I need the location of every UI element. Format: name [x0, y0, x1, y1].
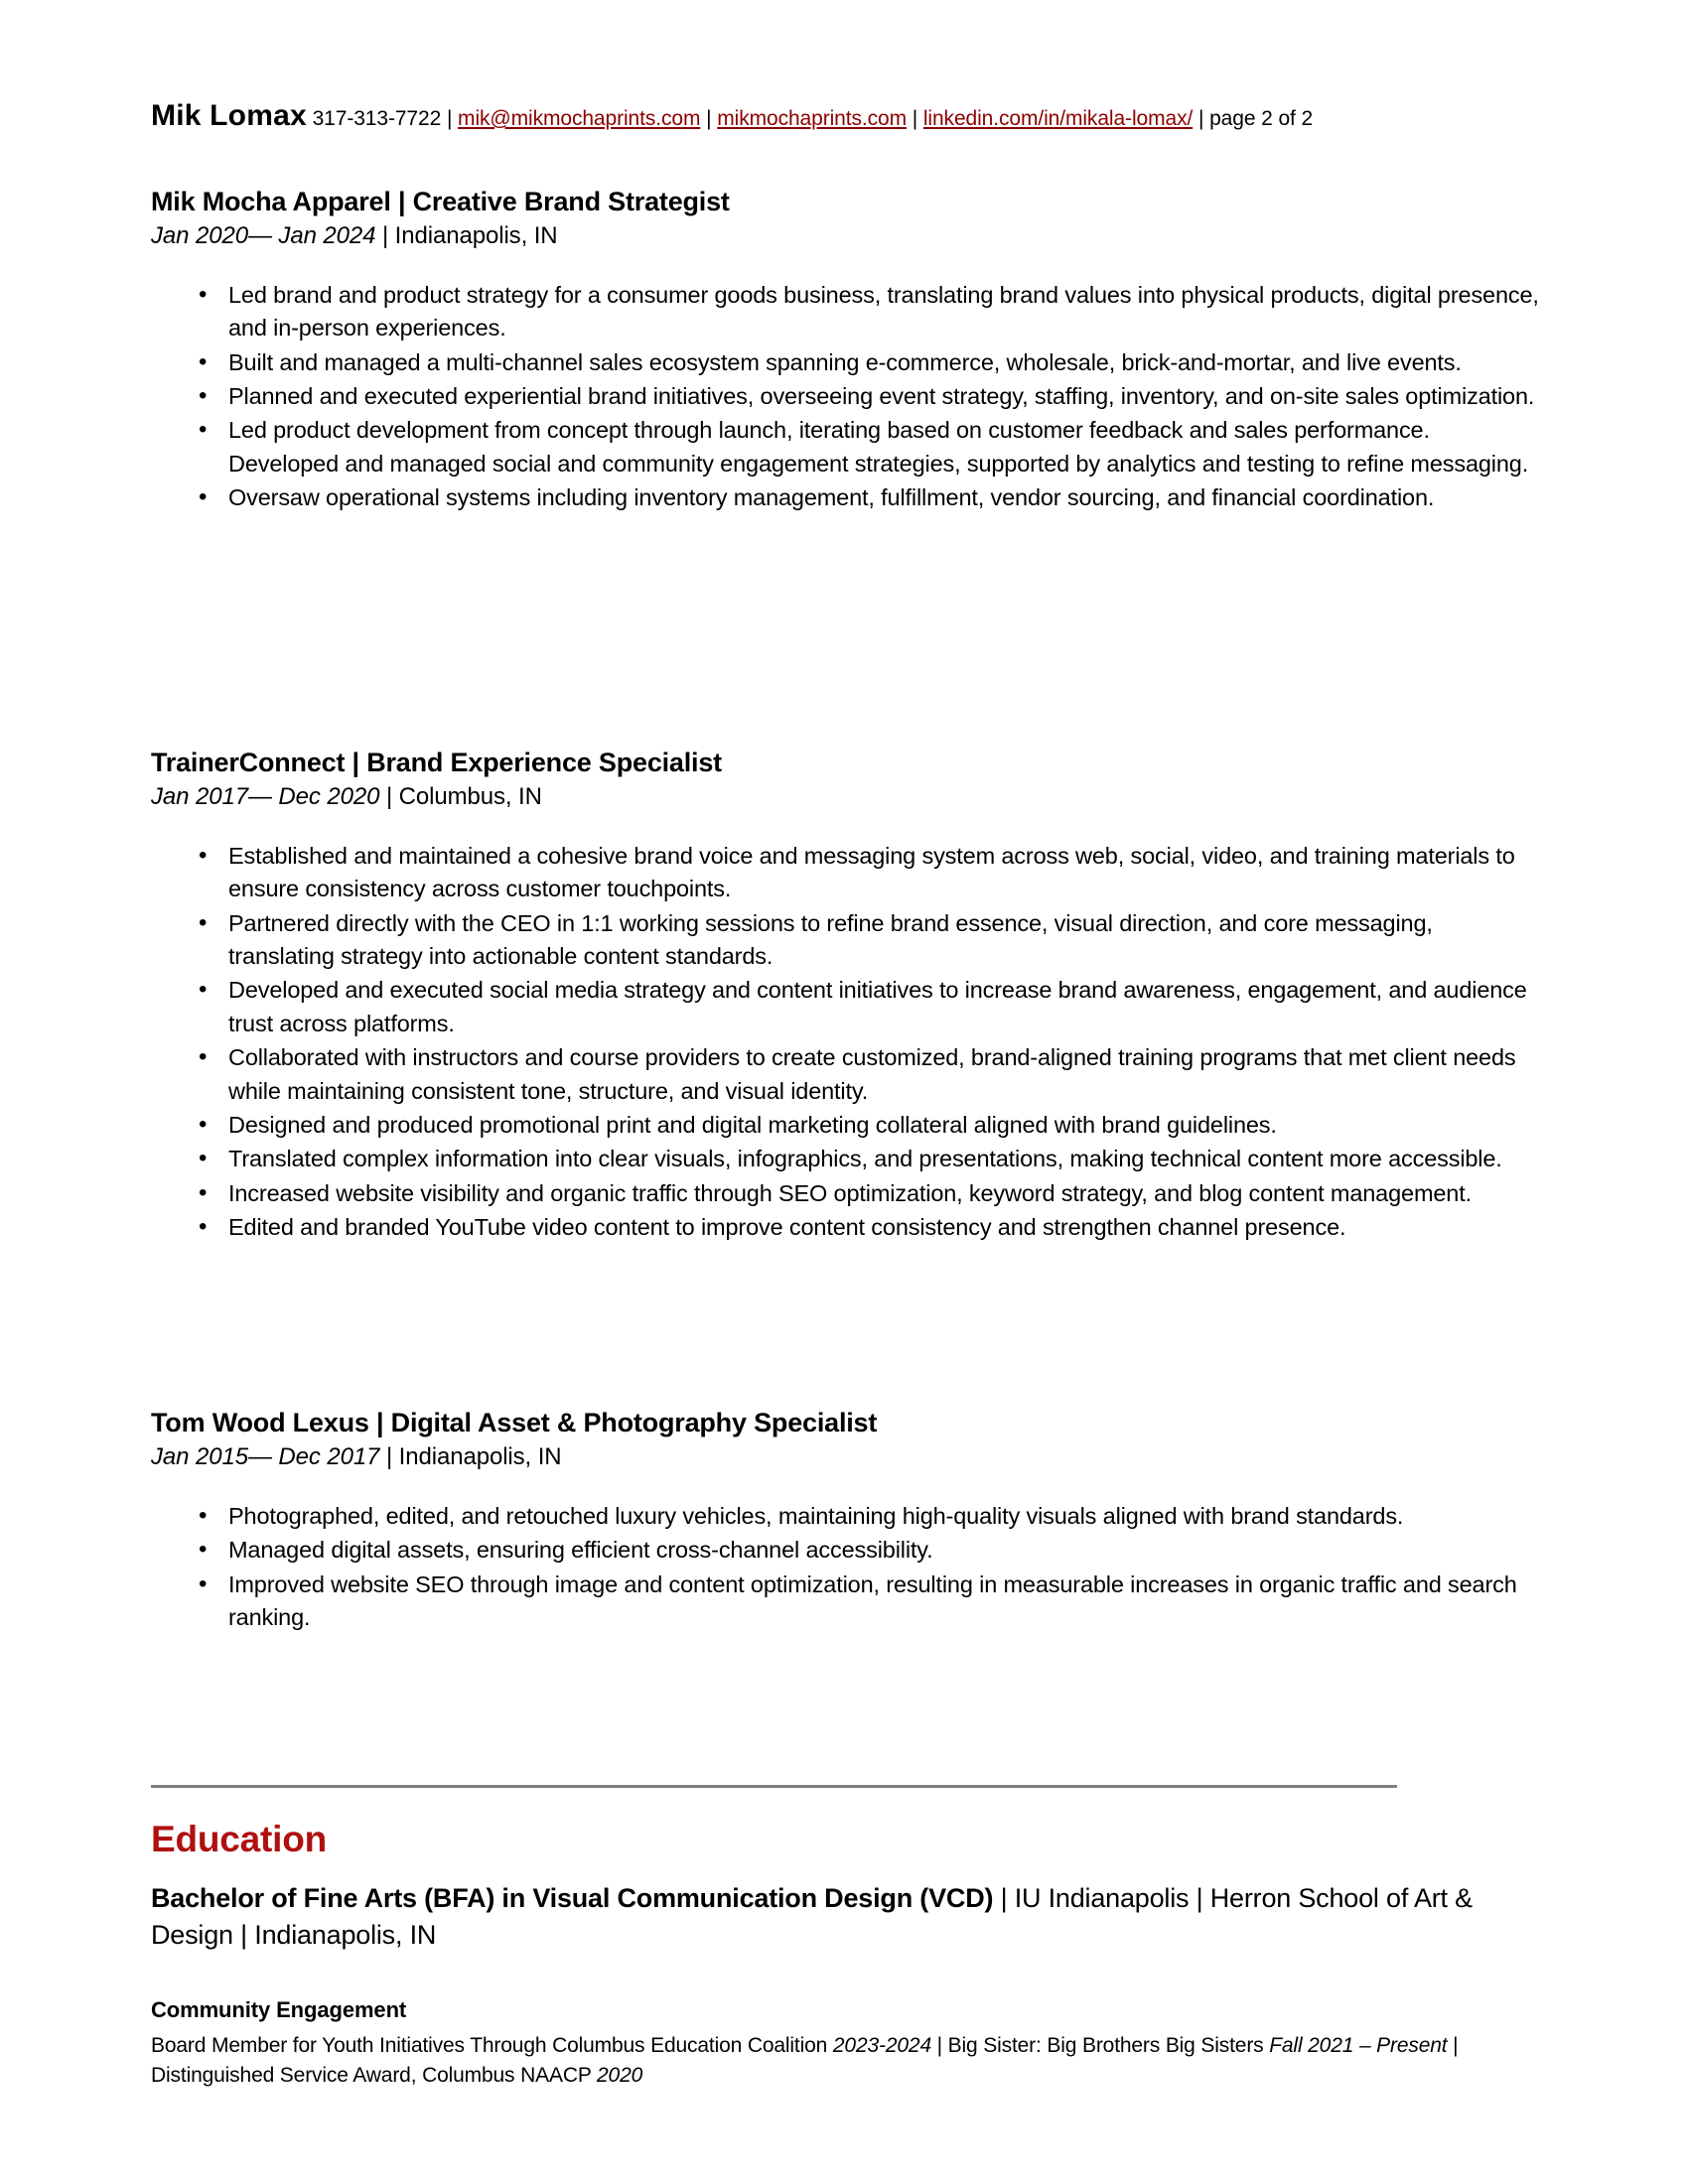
list-item: • Led product development from concept through launch, iterating based on customer feedback and sales performance. Developed and managed social and community engagement strategies, supported by analytics and testing to refine messaging. [151, 414, 1541, 480]
job-bullet-list [151, 279, 1541, 515]
degree-institution: | IU Indianapolis | Herron School of Art & Design | Indianapolis, IN [151, 1883, 1473, 1950]
list-item-continuation: Developed and managed social and community engagement strategies, supported by analytics and testing to refine messaging. [228, 450, 1529, 477]
list-item: • Planned and executed experiential brand initiatives, overseeing event strategy, staffing, inventory, and on-site sales optimization. [151, 380, 1541, 413]
header-separator-3: | [912, 107, 918, 130]
ce-date-3: 2020 [597, 2063, 643, 2087]
community-engagement-heading: Community Engagement [151, 1997, 407, 2022]
ce-role-1: Board Member for Youth Initiatives Through Columbus Education Coalition [151, 2034, 833, 2057]
candidate-name: Mik Lomax [151, 99, 307, 132]
job-title: TrainerConnect | Brand Experience Specialist [151, 748, 722, 777]
website-link[interactable]: mikmochaprints.com [717, 107, 907, 130]
list-item: • Collaborated with instructors and course providers to create customized, brand-aligned training programs that met client needs while maintaining consistent tone, structure, and visual identity. [151, 1041, 1541, 1108]
list-item: • Led brand and product strategy for a consumer goods business, translating brand values into physical products, digital presence, and in-person experiences. [151, 279, 1541, 345]
job-bullet-list [151, 840, 1541, 1244]
list-item: • Established and maintained a cohesive brand voice and messaging system across web, social, video, and training materials to ensure consistency across customer touchpoints. [151, 840, 1541, 906]
list-item: • Managed digital assets, ensuring efficient cross-channel accessibility. [151, 1534, 1541, 1567]
experience-entry-mik-mocha-apparel [151, 187, 1541, 516]
education-heading: Education [151, 1819, 328, 1859]
job-meta: Jan 2020— Jan 2024 | Indianapolis, IN [151, 221, 558, 249]
ce-date-2: Fall 2021 – Present [1269, 2034, 1448, 2057]
header-separator-2: | [706, 107, 712, 130]
ce-role-2: | Big Sister: Big Brothers Big Sisters [930, 2034, 1270, 2057]
list-item: • Edited and branded YouTube video content to improve content consistency and strengthen channel presence. [151, 1211, 1541, 1244]
header-separator-1: | [446, 107, 453, 130]
linkedin-link[interactable]: linkedin.com/in/mikala-lomax/ [922, 107, 1194, 130]
community-engagement-body [151, 2031, 1477, 2091]
document-header [151, 99, 1541, 133]
job-title: Tom Wood Lexus | Digital Asset & Photography Specialist [151, 1408, 878, 1437]
education-degree [151, 1880, 1481, 1954]
header-separator-4: | [1197, 107, 1204, 130]
experience-entry-trainerconnect [151, 748, 1541, 1245]
phone-number: 317-313-7722 [312, 107, 442, 130]
job-dates: Jan 2017— Dec 2020 [151, 782, 380, 810]
job-title: Mik Mocha Apparel | Creative Brand Strategist [151, 187, 730, 216]
job-location: Columbus, IN [398, 782, 542, 810]
job-meta: Jan 2017— Dec 2020 | Columbus, IN [151, 782, 542, 810]
ce-date-1: 2023-2024 [832, 2034, 931, 2057]
job-dates: Jan 2015— Dec 2017 [151, 1442, 380, 1470]
degree-name: Bachelor of Fine Arts (BFA) in Visual Communication Design (VCD) [151, 1883, 994, 1913]
resume-content-area [151, 0, 1541, 2184]
list-item: • Photographed, edited, and retouched luxury vehicles, maintaining high-quality visuals aligned with brand standards. [151, 1500, 1541, 1533]
email-link[interactable]: mik@mikmochaprints.com [458, 107, 701, 130]
section-divider [151, 1785, 1397, 1788]
experience-entry-tom-wood-lexus [151, 1408, 1541, 1635]
list-item: • Designed and produced promotional print and digital marketing collateral aligned with brand guidelines. [151, 1109, 1541, 1142]
list-item: • Translated complex information into clear visuals, infographics, and presentations, making technical content more accessible. [151, 1143, 1541, 1175]
page-number-label: page 2 of 2 [1209, 107, 1314, 130]
job-location: Indianapolis, IN [398, 1442, 562, 1470]
job-dates: Jan 2020— Jan 2024 [151, 221, 376, 249]
list-item: • Increased website visibility and organic traffic through SEO optimization, keyword strategy, and blog content management. [151, 1177, 1541, 1210]
list-item: • Developed and executed social media strategy and content initiatives to increase brand awareness, engagement, and audience trust across platforms. [151, 974, 1541, 1040]
list-item: • Built and managed a multi-channel sales ecosystem spanning e-commerce, wholesale, brick-and-mortar, and live events. [151, 346, 1541, 379]
job-location: Indianapolis, IN [394, 221, 558, 249]
job-bullet-list [151, 1500, 1541, 1634]
job-meta: Jan 2015— Dec 2017 | Indianapolis, IN [151, 1442, 562, 1470]
list-item: • Improved website SEO through image and content optimization, resulting in measurable increases in organic traffic and search ranking. [151, 1569, 1541, 1635]
list-item: • Partnered directly with the CEO in 1:1 working sessions to refine brand essence, visual direction, and core messaging, translating strategy into actionable content standards. [151, 907, 1541, 974]
list-item: • Oversaw operational systems including inventory management, fulfillment, vendor sourcing, and financial coordination. [151, 481, 1541, 514]
ce-role-3: | Distinguished Service Award, Columbus NAACP [151, 2034, 1459, 2087]
